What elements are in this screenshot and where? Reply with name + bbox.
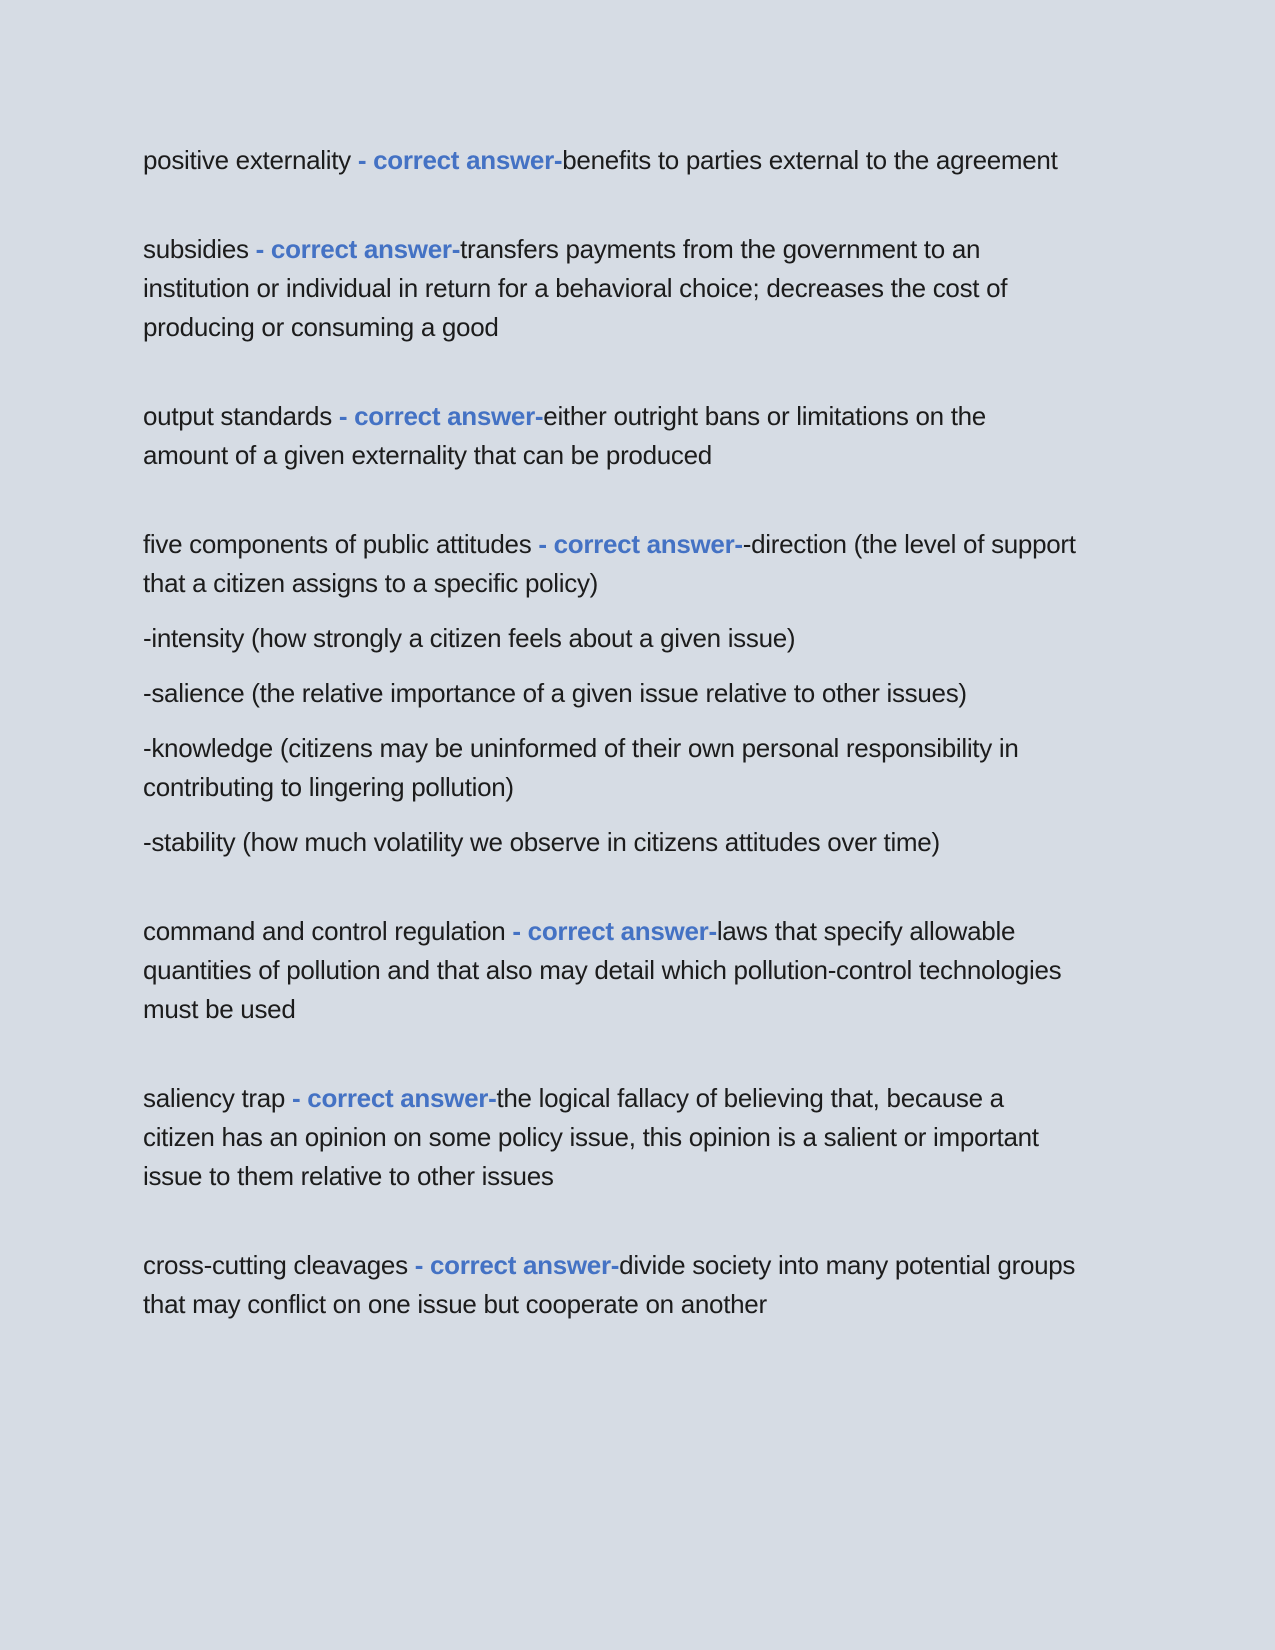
entry-paragraph	[143, 230, 1077, 347]
term-text: subsidies	[143, 234, 249, 264]
definition-text: -direction (the level of support that a citizen assigns to a specific policy)	[143, 529, 1076, 598]
entry-paragraph	[143, 525, 1077, 603]
definition-subitem: -salience (the relative importance of a given issue relative to other issues)	[143, 678, 967, 708]
flashcard-entry	[143, 230, 1077, 347]
definition-subitem: -intensity (how strongly a citizen feels about a given issue)	[143, 623, 796, 653]
flashcard-entry	[143, 525, 1077, 862]
definition-text: benefits to parties external to the agreement	[562, 145, 1058, 175]
definition-text: divide society into many potential groups that may conflict on one issue but cooperate on another	[143, 1250, 1076, 1319]
definition-subitem: -knowledge (citizens may be uninformed of their own personal responsibility in contributing to lingering pollution)	[143, 733, 1019, 802]
correct-answer-marker: - correct answer-	[338, 401, 544, 431]
flashcard-entry	[143, 141, 1077, 180]
entry-paragraph	[143, 1079, 1077, 1196]
entry-paragraph	[143, 141, 1077, 180]
flashcard-entry	[143, 912, 1077, 1029]
term-text: command and control regulation	[143, 916, 506, 946]
flashcard-entry	[143, 1079, 1077, 1196]
definition-text: either outright bans or limitations on the amount of a given externality that can be produced	[143, 401, 986, 470]
entry-paragraph	[143, 1246, 1077, 1324]
definition-text: the logical fallacy of believing that, because a citizen has an opinion on some policy issue, this opinion is a salient or important issue to them relative to other issues	[143, 1083, 1039, 1191]
correct-answer-marker: - correct answer-	[357, 145, 563, 175]
correct-answer-marker: - correct answer-	[292, 1083, 497, 1113]
correct-answer-marker: - correct answer-	[512, 916, 717, 946]
term-text: five components of public attitudes	[143, 529, 532, 559]
entry-paragraph	[143, 912, 1077, 1029]
correct-answer-marker: - correct answer-	[255, 234, 461, 264]
term-text: saliency trap	[143, 1083, 286, 1113]
entry-paragraph	[143, 397, 1077, 475]
definition-subitem: -stability (how much volatility we observe in citizens attitudes over time)	[143, 827, 940, 857]
term-text: cross-cutting cleavages	[143, 1250, 408, 1280]
definition-text: laws that specify allowable quantities of pollution and that also may detail which pollution-control technologies must be used	[143, 916, 1062, 1024]
flashcard-entry	[143, 397, 1077, 475]
correct-answer-marker: - correct answer-	[414, 1250, 620, 1280]
term-text: positive externality	[143, 145, 351, 175]
term-text: output standards	[143, 401, 332, 431]
correct-answer-marker: - correct answer-	[538, 529, 743, 559]
flashcard-entry	[143, 1246, 1077, 1324]
definition-text: transfers payments from the government to an institution or individual in return for a behavioral choice; decreases the cost of producing or consuming a good	[143, 234, 1008, 342]
